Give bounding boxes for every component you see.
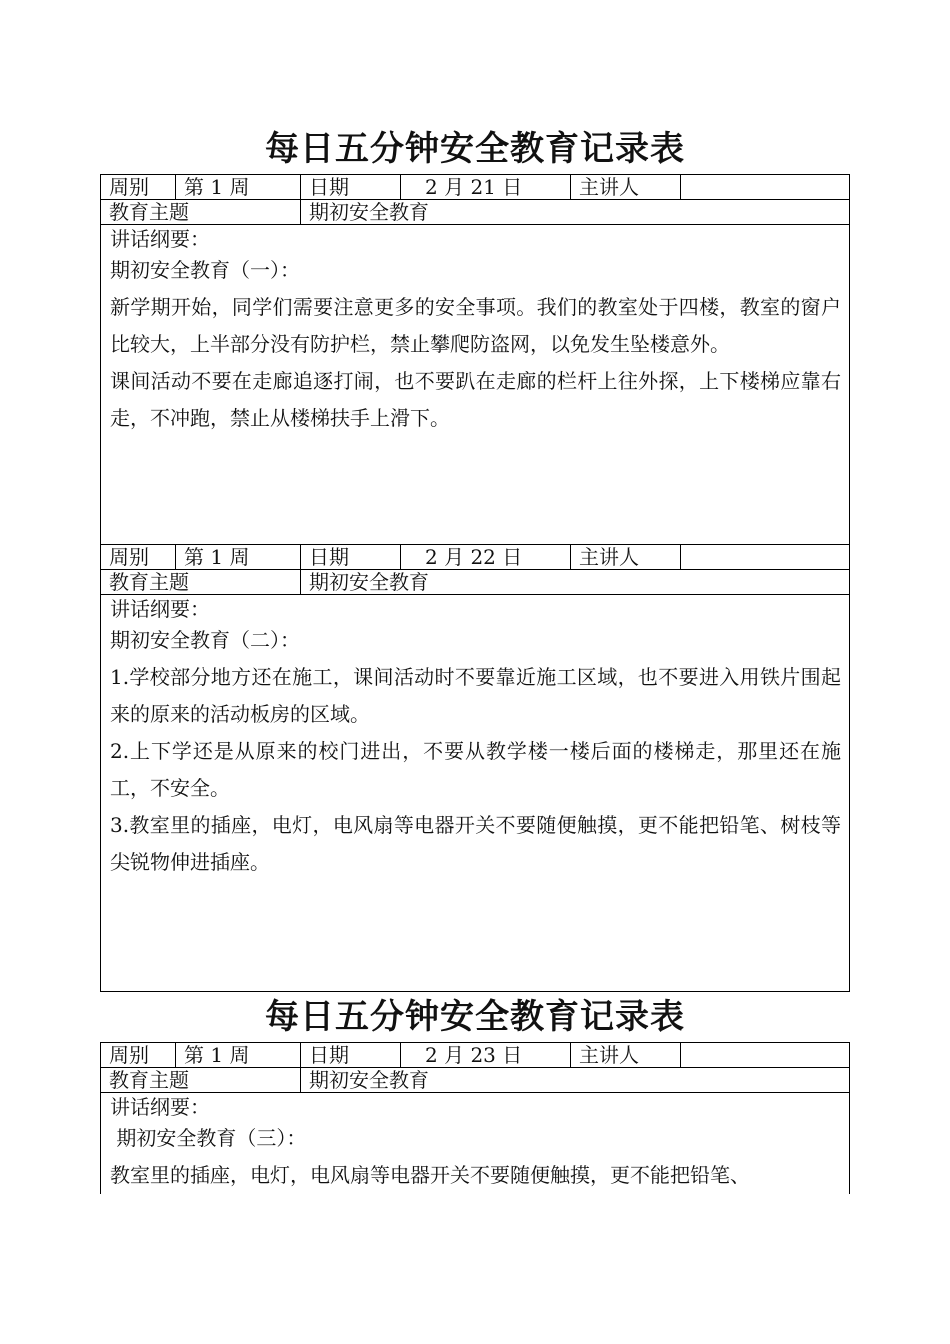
theme-row xyxy=(101,1068,849,1093)
outline-label: 讲话纲要： xyxy=(110,1095,210,1119)
record-header-row xyxy=(101,545,849,570)
speaker-label: 主讲人 xyxy=(571,545,681,569)
date-label: 日期 xyxy=(301,1043,401,1067)
document-title: 每日五分钟安全教育记录表 xyxy=(265,129,685,169)
outline-body xyxy=(101,1093,849,1194)
date-value: 2 月 22 日 xyxy=(401,545,571,569)
date-label: 日期 xyxy=(301,545,401,569)
theme-value: 期初安全教育 xyxy=(309,1068,429,1092)
theme-label: 教育主题 xyxy=(101,570,301,594)
outline-paragraph: 1.学校部分地方还在施工，课间活动时不要靠近施工区域，也不要进入用铁片围起来的原来的活动板房的区域。 xyxy=(110,665,841,726)
outline-label: 讲话纲要： xyxy=(110,227,210,251)
speaker-value xyxy=(681,545,849,569)
document-title: 每日五分钟安全教育记录表 xyxy=(265,997,685,1037)
record-sheet-2 xyxy=(100,1042,850,1194)
week-label: 周别 xyxy=(101,545,176,569)
outline-label: 讲话纲要： xyxy=(110,597,210,621)
speaker-value xyxy=(681,1043,849,1067)
date-value: 2 月 21 日 xyxy=(401,175,571,199)
theme-label: 教育主题 xyxy=(101,1068,301,1092)
week-value: 第 1 周 xyxy=(176,1043,301,1067)
week-value: 第 1 周 xyxy=(176,545,301,569)
theme-value: 期初安全教育 xyxy=(309,570,429,594)
outline-heading: 期初安全教育（三）： xyxy=(110,1126,307,1150)
outline-body xyxy=(101,225,849,545)
outline-heading: 期初安全教育（二）： xyxy=(110,628,300,652)
date-value: 2 月 23 日 xyxy=(401,1043,571,1067)
record-sheet-1 xyxy=(100,174,850,992)
speaker-label: 主讲人 xyxy=(571,1043,681,1067)
theme-row xyxy=(101,570,849,595)
week-label: 周别 xyxy=(101,175,176,199)
theme-value: 期初安全教育 xyxy=(309,200,429,224)
outline-paragraph: 课间活动不要在走廊追逐打闹，也不要趴在走廊的栏杆上往外探，上下楼梯应靠右走，不冲跑，禁止从楼梯扶手上滑下。 xyxy=(110,369,841,430)
week-label: 周别 xyxy=(101,1043,176,1067)
speaker-label: 主讲人 xyxy=(571,175,681,199)
outline-paragraph: 2.上下学还是从原来的校门进出，不要从教学楼一楼后面的楼梯走，那里还在施工，不安全。 xyxy=(110,739,841,800)
record-header-row xyxy=(101,175,849,200)
theme-row xyxy=(101,200,849,225)
outline-heading: 期初安全教育（一）： xyxy=(110,258,300,282)
outline-body xyxy=(101,595,849,881)
outline-paragraph: 3.教室里的插座，电灯，电风扇等电器开关不要随便触摸，更不能把铅笔、树枝等尖锐物伸进插座。 xyxy=(110,813,841,874)
record-header-row xyxy=(101,1043,849,1068)
speaker-value xyxy=(681,175,849,199)
outline-paragraph: 教室里的插座，电灯，电风扇等电器开关不要随便触摸，更不能把铅笔、 xyxy=(110,1163,750,1187)
outline-paragraph: 新学期开始，同学们需要注意更多的安全事项。我们的教室处于四楼，教室的窗户比较大，上半部分没有防护栏，禁止攀爬防盗网，以免发生坠楼意外。 xyxy=(110,295,841,356)
theme-label: 教育主题 xyxy=(101,200,301,224)
week-value: 第 1 周 xyxy=(176,175,301,199)
date-label: 日期 xyxy=(301,175,401,199)
